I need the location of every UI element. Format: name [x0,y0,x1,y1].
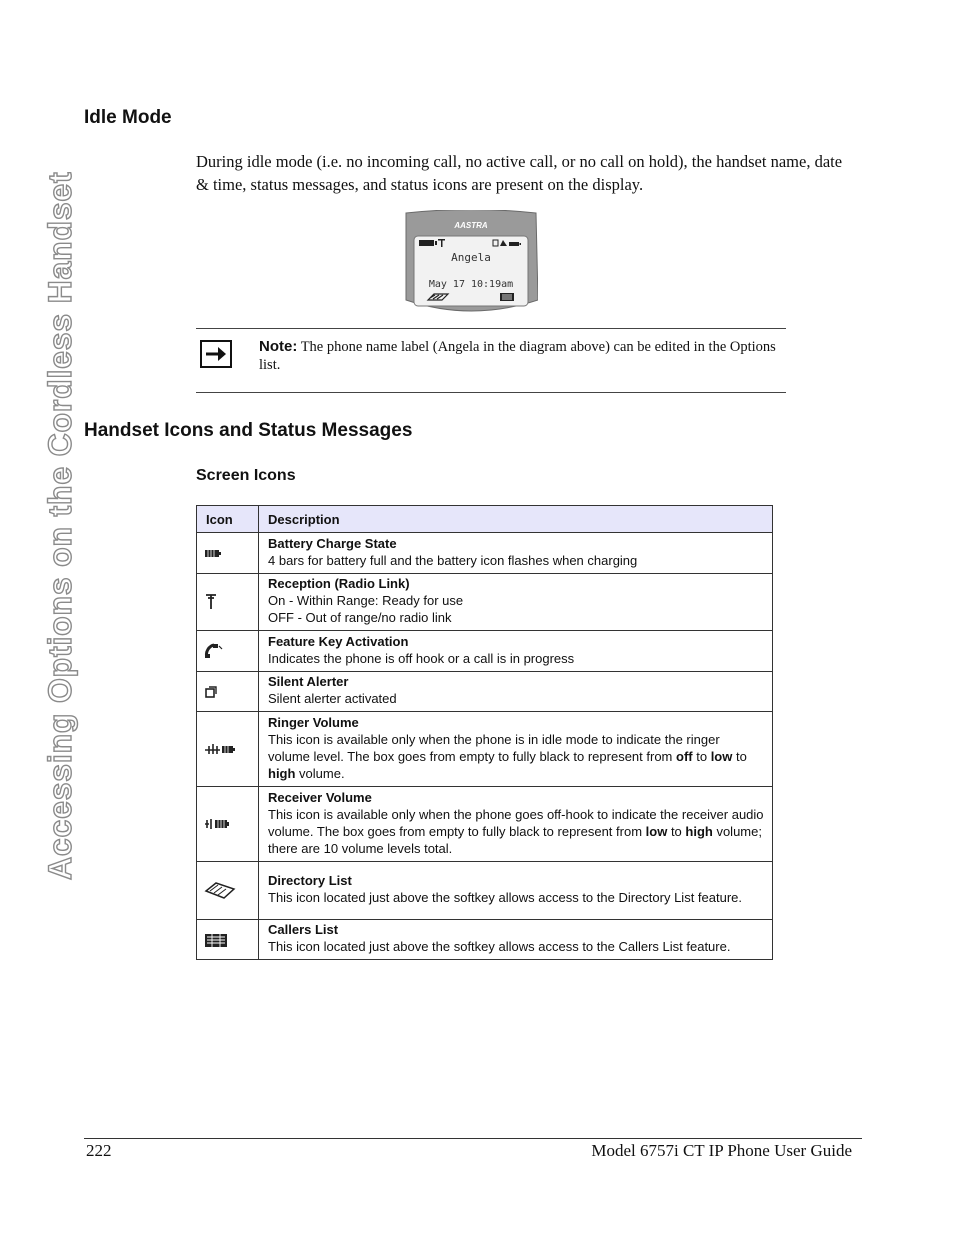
note-bottom-rule [196,392,786,393]
phone-brand-logo: AASTRA [454,221,488,230]
antenna-icon [204,593,218,611]
footer-rule [84,1138,862,1139]
row-title: Ringer Volume [268,714,359,730]
ringer-volume-icon [204,742,236,756]
screen-icons-subheading: Screen Icons [196,467,296,484]
side-section-title: Accessing Options on the Cordless Handset [42,171,78,880]
handset-icon [204,643,224,659]
screen-icons-table [196,505,773,960]
table-row [197,862,773,920]
row-title: Feature Key Activation [268,633,409,649]
icon-cell [197,533,259,574]
vibrate-icon [204,685,218,699]
row-title: Receiver Volume [268,789,372,805]
description-column-header: Description [259,506,773,533]
row-text: This icon located just above the softkey allows access to the Callers List feature. [268,939,731,954]
idle-mode-heading: Idle Mode [84,107,172,128]
row-text: Indicates the phone is off hook or a call is in progress [268,650,575,666]
icon-column-header: Icon [197,506,259,533]
table-row [197,920,773,960]
note-top-rule [196,328,786,329]
row-title: Battery Charge State [268,535,397,551]
row-title: Directory List [268,873,352,888]
callers-list-icon [204,932,228,948]
note-body: The phone name label (Angela in the diagram above) can be edited in the Options list. [259,339,776,373]
guide-title: Model 6757i CT IP Phone User Guide [591,1141,852,1160]
row-text: OFF - Out of range/no radio link [268,610,452,625]
battery-icon [204,547,224,559]
table-row [197,574,773,631]
note-arrow-icon [200,340,232,368]
display-date-time: May 17 10:19am [428,279,514,290]
row-text: 4 bars for battery full and the battery icon flashes when charging [268,552,638,568]
table-header-row [197,506,773,533]
table-row [197,712,773,787]
directory-icon [204,881,236,901]
row-title: Callers List [268,922,339,937]
row-text: This icon is available only when the phone is in idle mode to indicate the ringer volume level. The box goes from empty to fully black to represent from off to low to high volume. [268,731,747,781]
table-row [197,787,773,862]
receiver-volume-icon [204,817,232,831]
row-text: This icon is available only when the phone goes off-hook to indicate the receiver audio volume. The box goes from empty to fully black to represent from low to high volume; there are 10 volume levels total. [268,806,764,856]
row-title: Silent Alerter [268,674,349,689]
table-row [197,533,773,574]
row-text: This icon located just above the softkey allows access to the Directory List feature. [268,890,743,905]
row-text: Silent alerter activated [268,691,397,706]
note-label: Note: [259,338,298,355]
display-handset-name: Angela [451,251,491,264]
note-text [259,338,779,374]
idle-mode-paragraph: During idle mode (i.e. no incoming call, no active call, or no call on hold), the handset name, date & time, status messages, and status icons are present on the display. [196,152,843,194]
row-text: On - Within Range: Ready for use [268,593,464,608]
row-title: Reception (Radio Link) [268,576,410,591]
table-row [197,631,773,672]
phone-display-illustration [404,210,538,316]
table-row [197,672,773,712]
icons-section-heading: Handset Icons and Status Messages [84,420,413,441]
page-number: 222 [86,1141,112,1160]
